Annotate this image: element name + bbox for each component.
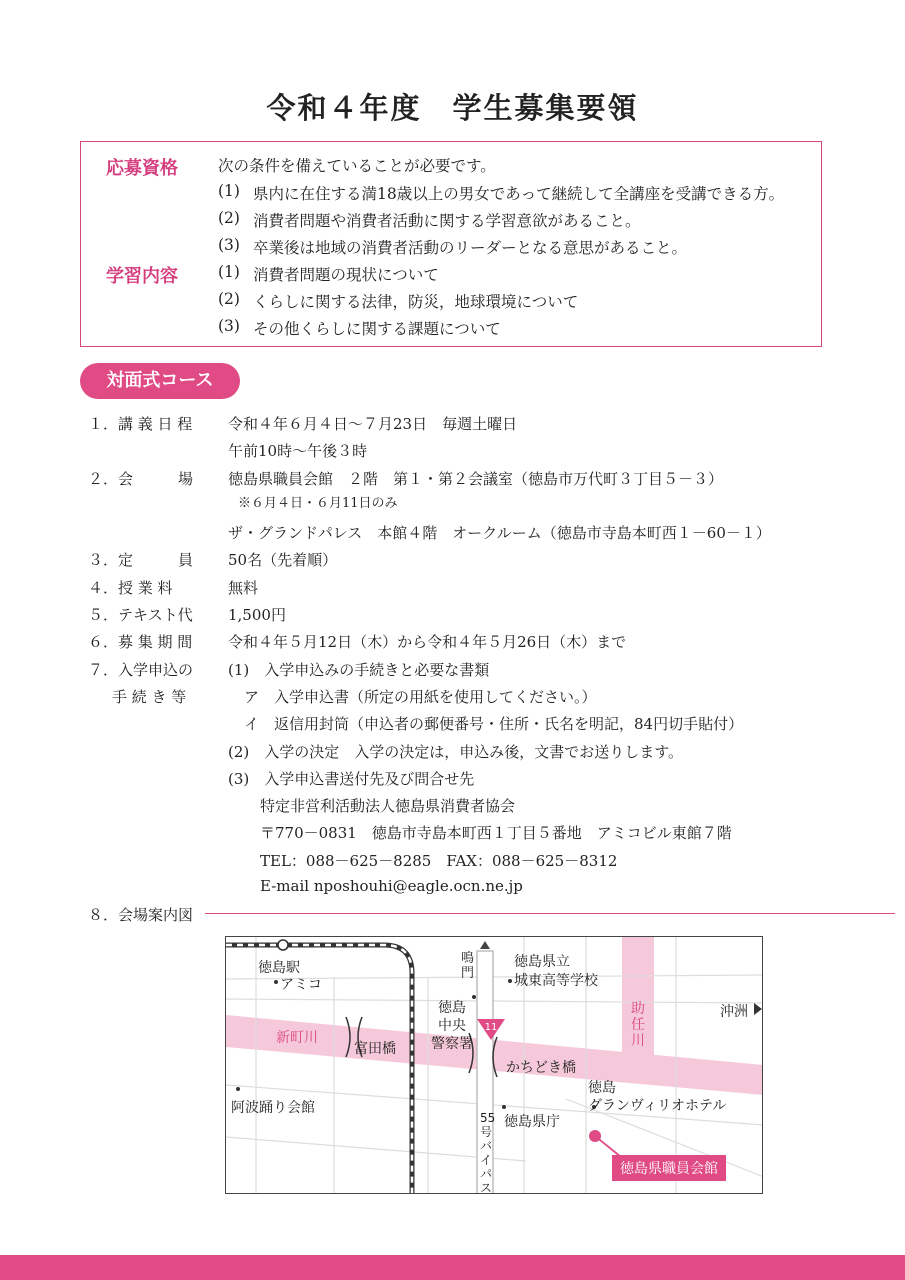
map-label-kachidoki-bridge: かちどき橋: [506, 1060, 576, 1076]
procedure-form: ア 入学申込書（所定の用紙を使用してください。）: [244, 688, 597, 706]
venue-primary: 徳島県職員会館 ２階 第１・第２会議室（徳島市万代町３丁目５－３）: [228, 470, 724, 488]
map-label-hotel: 徳島: [588, 1080, 616, 1096]
route-11-label: 11: [484, 1022, 498, 1033]
qualification-num: (3): [218, 236, 240, 254]
footer-bar: [0, 1255, 905, 1280]
content-heading: 学習内容: [106, 266, 178, 287]
schedule-dates: 令和４年６月４日～７月23日 毎週土曜日: [228, 415, 518, 433]
textbook-fee: 1,500円: [228, 606, 286, 624]
map-label-okinosu: 沖洲: [720, 1004, 748, 1020]
requirements-box: [80, 141, 822, 347]
content-text: 消費者問題の現状について: [253, 266, 439, 284]
item-label: １．講 義 日 程: [88, 415, 193, 433]
section-divider: [205, 913, 895, 914]
map-label-police: 中央: [438, 1018, 466, 1034]
item-label: ８．会場案内図: [88, 906, 194, 924]
application-period: 令和４年５月12日（木）から令和４年５月26日（木）まで: [228, 633, 627, 651]
qualification-text: 卒業後は地域の消費者活動のリーダーとなる意思があること。: [253, 239, 688, 257]
item-label: ４．授 業 料: [88, 579, 173, 597]
venue-note: ※６月４日・６月11日のみ: [238, 496, 398, 511]
map-label-shinmachi-river: 新町川: [276, 1030, 318, 1046]
schedule-hours: 午前10時～午後３時: [228, 442, 368, 460]
contact-address: 〒770－0831 徳島市寺島本町西１丁目５番地 アミコビル東館７階: [260, 824, 732, 842]
contact-email: E-mail nposhouhi@eagle.ocn.ne.jp: [260, 877, 523, 895]
map-label-station: 徳島駅: [258, 960, 300, 976]
map-label-highschool: 城東高等学校: [514, 973, 598, 989]
item-label: ７．入学申込の: [88, 661, 194, 679]
contact-heading: (3) 入学申込書送付先及び問合せ先: [228, 770, 475, 788]
qualification-num: (2): [218, 209, 240, 227]
map-label-pref-office: 徳島県庁: [504, 1114, 560, 1130]
map-label-naruto: 鳴門: [461, 951, 475, 981]
north-arrow-icon: [480, 941, 490, 949]
map-label-highschool: 徳島県立: [514, 954, 570, 970]
map-label-tomida-bridge: 富田橋: [354, 1041, 396, 1057]
content-num: (3): [218, 317, 240, 335]
station-icon: [278, 940, 288, 950]
content-num: (1): [218, 263, 240, 281]
map-label-amico: アミコ: [280, 977, 322, 993]
item-label: ５．テキスト代: [88, 606, 193, 624]
qualification-intro: 次の条件を備えていることが必要です。: [218, 157, 496, 175]
procedure-heading: (1) 入学申込みの手続きと必要な書類: [228, 661, 490, 679]
qualification-heading: 応募資格: [106, 158, 178, 179]
content-num: (2): [218, 290, 240, 308]
map-label-bypass: 55号バイパス: [480, 1111, 496, 1194]
course-badge: 対面式コース: [80, 363, 240, 399]
admission-decision: (2) 入学の決定 入学の決定は，申込み後，文書でお送りします。: [228, 743, 684, 761]
item-label: 手 続 き 等: [112, 688, 187, 706]
map-label-sukeke-river: 助任川: [631, 1001, 645, 1049]
map-label-awaodori: 阿波踊り会館: [231, 1100, 315, 1116]
capacity: 50名（先着順）: [228, 551, 338, 569]
qualification-text: 消費者問題や消費者活動に関する学習意欲があること。: [253, 212, 641, 230]
item-label: ６．募 集 期 間: [88, 633, 193, 651]
contact-phone: TEL：088－625－8285 FAX：088－625－8312: [260, 852, 618, 870]
map-label-police: 徳島: [438, 1000, 466, 1016]
map-label-venue: 徳島県職員会館: [612, 1155, 726, 1181]
qualification-text: 県内に在住する満18歳以上の男女であって継続して全講座を受講できる方。: [253, 185, 785, 203]
map-label-hotel: グランヴィリオホテル: [588, 1098, 727, 1114]
contact-org: 特定非営利活動法人徳島県消費者協会: [260, 797, 516, 815]
content-text: くらしに関する法律，防災，地球環境について: [253, 293, 579, 311]
procedure-envelope: イ 返信用封筒（申込者の郵便番号・住所・氏名を明記，84円切手貼付）: [244, 715, 744, 733]
qualification-num: (1): [218, 182, 240, 200]
tuition: 無料: [228, 579, 259, 597]
venue-map: [225, 936, 763, 1194]
page-title: 令和４年度 学生募集要領: [266, 91, 639, 125]
map-label-police: 警察署: [431, 1036, 473, 1052]
content-text: その他くらしに関する課題について: [253, 320, 501, 338]
venue-secondary: ザ・グランドパレス 本館４階 オークルーム（徳島市寺島本町西１－60－１）: [228, 524, 771, 542]
item-label: ３．定 員: [88, 551, 194, 569]
okinosu-arrow-icon: [754, 1003, 762, 1015]
item-label: ２．会 場: [88, 470, 194, 488]
